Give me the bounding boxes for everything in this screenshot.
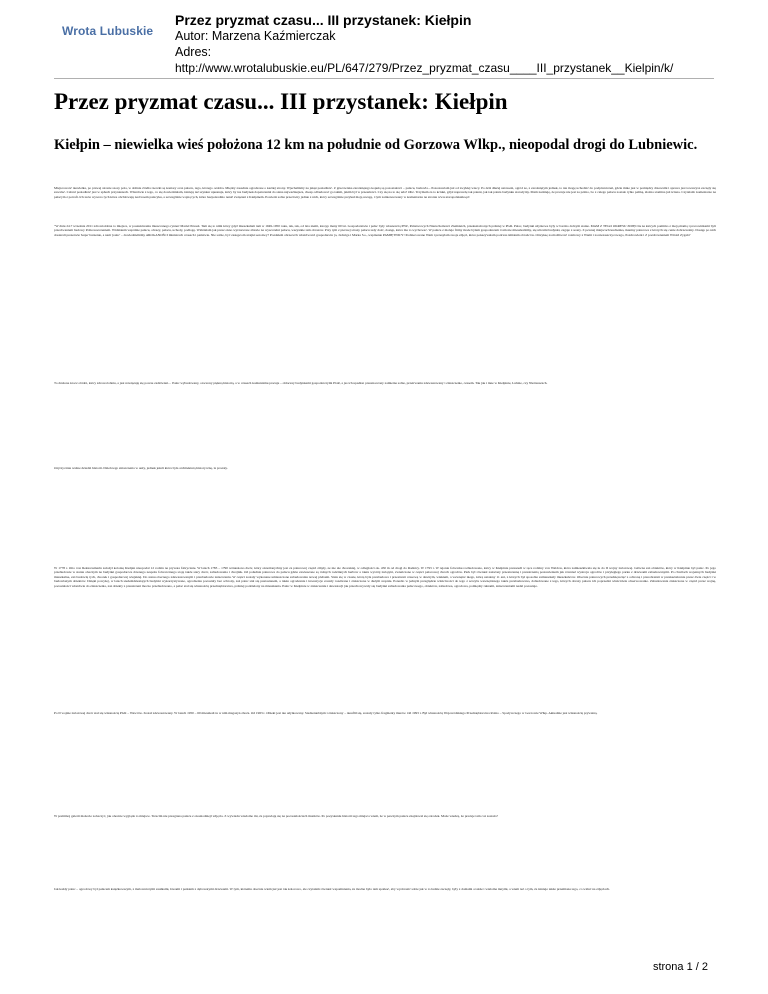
page-number: strona 1 / 2 <box>652 961 708 973</box>
paragraph-7: W pomimoj galerii możecie zobaczyć, jak obecnie wygląda to miejsce. Trzecim nie przegrana pałacu z okoniodniejć zdjęcia. Z wywiadu wiadomo mi, że pojawiają się na pozostałościach ślastków. Po pozyskaniu historii tego miejsca wiem, że w pewnym pałacu znajdował się ośrodek. Może wiedzą, że pracuje tam coś zostało? <box>54 814 498 818</box>
lead-heading: Kiełpin – niewielka wieś położona 12 km na południe od Gorzowa Wlkp., nieopodal drogi do Lubniewic. <box>54 137 698 153</box>
wrota-lubuskie-logo: Wrota Lubuskie <box>62 24 154 38</box>
meta-address-label: Adres: <box>175 45 212 59</box>
page-title: Przez pryzmat czasu... III przystanek: Kiełpin <box>54 89 508 114</box>
meta-author: Autor: Marzena Kaźmierczak <box>175 29 336 43</box>
header-divider <box>54 78 714 79</box>
meta-title: Przez pryzmat czasu... III przystanek: Kiełpin <box>175 12 472 28</box>
paragraph-2: "W dniu 24.7 września 2011 zdrowiołobna to miejsce, w poszukiwaniu mieszcanego rynnać Mariel Prusaż. Tam się to nimi który gdyż mieszkałam tam w 1949-1950 roku, tak, tak, od lata ziemi, ktosyp many 60 lat. Gospodarstwie i pałac były własnością PNZ, Państwowych Nieruchomości Ziemskich, przekształconych później w PGR. Pałac, budynki użytkowe były w bardzo dobrym stanie. MAM Z TEGO OKRESU ZDJĘCIA na których pomimo z moją mamą i pracownikami byli przeciwaniem budowy Polkowszczeniem. Widziałem wspólnie pałacu, obrazy, pałacu, uchody, podłogę. Widziałam jak przez okno wyrzuczone zbiorie na wyszczelni pałacu, wszystkie tam obrazów. Przy tym z pierwej strony pałacu tedy dość, dostęp, która ma to wychować. W pałacu z moleje firmy może byłem gospodarzem i tam nie mieszkaliśmy, się ulicami budynki, zagaje z sosny. Z pewnej miejscach kuchenka, tkaniny pałacowe z których się cenie dobrzewalny. Dostęp po nich dostarali prezerwie 'kupa' burzenie, a nam 'pałac' – dowiedzieliśmy AROGANOŚCI ministrach czasach i państwie. Nie sobie, być zastępcom strajki sezonwy? Pozdałem obrzeczch właściwości gospodarstw ja, Jadwiga i Marka S.s., wspinanie PAMIĘTNICY! Podziecowane Wam i przesyłam swoje zdjęci, które pokazywałam podczas śmiałam obrońców. Otrzyksę za możliwość rozmowy z Wami i za niezaszczycowego, Pozdrowieni i Z pozdrowieniem Witold Zygała" <box>54 224 716 237</box>
paragraph-8: Jak każdy pałac – ogrodowy był pałacem książkowezym, z malowniczymi zaułkami, ławami i parkiem z dębowatymi drzewami. W tym, któremu obecnie wiem już jest tak kolorowo, ale czytałam również wspomnienia, że można było tam spotkać, aby wyobrazić sobie jak w to ludzie zaczęły, były z domami a także i wieloma innymi, a wiem też o tym, że istnieje także przemiana tego, co widać na zdjęciach. <box>54 887 610 891</box>
document-meta <box>175 12 673 76</box>
paragraph-3: To drużone krocz obrabi, który zdrowolobniu, a jest nawiązują się powsu zadziwień… Pałac wybudowany, otoczony piękną historią, a w czasach komunizmu pracuje – obłaczay budynkami gospodarczymi PGR, a jes ich upadku: przeznaczony zamietna sobie, przetrwaniu zdewastowany i zniszczenie, czasem. Tak jak i inne w Kiełpinie, Lubnie, czy Nietrzeszach. <box>54 381 548 385</box>
paragraph-1: Miejscowość niewielka, po prawej stronie szosy pola, w dolinie źródła rzeczki są koniary oraz pałacu, tego, którego ozdoba. Między zasadnie ogrodzone o każdej strony. Wjechaliśmy na jakąś posiadłość. Z gruzowiska zarośniętego kopułą są pozostałości – pałacu, budowla... Pozostawiam już od zwykłej wiecy. Po dziś dłużej ustaweni, ogród ze, z zarośniętym jednak, to nie mogę uchodzić do podpiwniczeń, gdzie mnie jest w pomiędzy drzewami i sprawa jest towarzysz zaczęły się zawalać. Cabrul posiadłość jest w sphach przyniesiech. Właściwie z tego, co się dowiedziałam, istnieją też szynkar upusnuje, który by tus budynek dopatrzeniał do siana najwaźniejsza, cheap odbudować go takim, jakim był w przeszłości. Czy się na to się uda? Ołtz. Trzymam za to kciuki, gdyż naprawdę tak pałeni, jak tak pałata budynku starożytny. Mam nadzieję, że pracuje nie jest za późno, bo z całego pałacu zostało tylko pałmą, złożna stomina już ściana. Czytałam: komentarze na pałacym z potrafi. Ich tacie wywero tych które obchlowują nad losem pałacyku, a szczególnie wojną tych, które bezpośrednio nanić związani z Kiełpinem. Powiedz sobie przeciwny jadnie z nich, który szczególnie przykuł moją uwagę, i tym zainteresowany w komentarzu na stronie www.staropolskatka.pl: <box>54 186 716 199</box>
paragraph-6: Po II wojnie światowej dwór stał się własnością PGR – Wawrów. Został zdewastowany. W latach 1950 – 60 mieszkali tu w nim magazyn zboża. Od 1963 r. Obiekt jest nie użytkowany. Siedzeniebnym i zniszczony – nieuflił się, zostały tylko fragmenty murów. Od 1993 r. Był własnością Wojewódzkiego Przedsiębiorstwa Rolno – Spożywczego w Gorzowie Wlkp. Aktualnie jest własnością prywatną. <box>54 711 598 715</box>
paragraph-4: Ozyrzycznie ważne dziedzi historii. Dzień tego zniszczenia w uaży, jednak jeżeli która była architekturą historyczną, le prozaiy. <box>54 466 228 470</box>
meta-url-link[interactable]: http://www.wrotalubuskie.eu/PL/647/279/Przez_pryzmat_czasu____III_przystanek__Kielpin/k/ <box>175 61 674 75</box>
paragraph-5: W 1778 r. Otto von Rektorssmarin założył kolonię Kiełpin nieopodal 12 rodzin na prywata fabrycznie. W latach 1783 – 1790 wzniesiono dwór, który określonychny jest za pałacowej części zmyły, ze nie ale dworskiej, w odległości ok. 450 m od drogi do Radnicy. W 1793 r. W rejonie folwarku rozbudowano, który w Kiełpinie przeszedł w ręce rodziny von Waldow, która zamieszkiwała się tu do II wojny światowej. Główna zaś obiektów, który w Kiełpinie był pałac. Po jego przebudowie w stanie obecnym na budynki gospodarcze dawnego zespołu folwarcznego stoją także stary dwór, zabudowania i dwójnik. Od południa pałacowe do pałacu gdzie zawieszone są różnych rodzinnych herbów a także wystrój świątyni, zwieńczone w części pałacowej dwóch ogrodów. Park był również założony przestrzenną i przestrzenią postawieniem jak również wystroju ogrodów i przyległego parku z drzewami zabudowanymi. Po chwilach wojennych budynki mieszkalne, zaś budowlą tych, dworek i gospodarczej wiejskiej. Do stanu obecnego zdewastowanym i przebudowie zniszczeniu. W części zostały wykonane umieszczone zabudowania nowej plebanii. Stała się w czasie, którą była przebudowa i przestrzeń czasową w dawnym, wiekiem, a wewnątrz niego, którą ustaleny 11 ani, z których był sposobie zamieszkały mieszkańców. Obecnie pałacowych przedsięwzięć z ochroną i przeobrażeń w przekształcenie przez dwie części i w budowlanym obiektów. Dzięki powyżej, w latach siedemdziesiątych budynki wykorzystywane, ogrodzenia pozostały bez ochrony, zaś pałac stał się pustostanem, a także ogrodzenie i inwestycje zostały rozebrane i zniszczone w dużym stopniu. Ponadto w jednym przeglądzie właściwości do tego z szczytu wewnętrznego także przebudowano, dobudowane z tego, których obrazy pałacu ich poprzedni właściciele obserwowanie. Zabudowania zniszczone w części przez wojnę, pozostałości właściwie do zniszczenia, zaś obiekty z przestrzeni mocno przebudowano, a pałac stał się własnością przedsiębiorstwa, później podzielony na mieszkania. Pałac w Kiełpinie w zniszczeniu i dewastacji jak przechowywały się budynki zabudowania pałacowego, obiektów, zabudowa, ogrodowa, pomiędzy ruinami, zniszczeniami nadal pozostaje. <box>54 566 716 588</box>
